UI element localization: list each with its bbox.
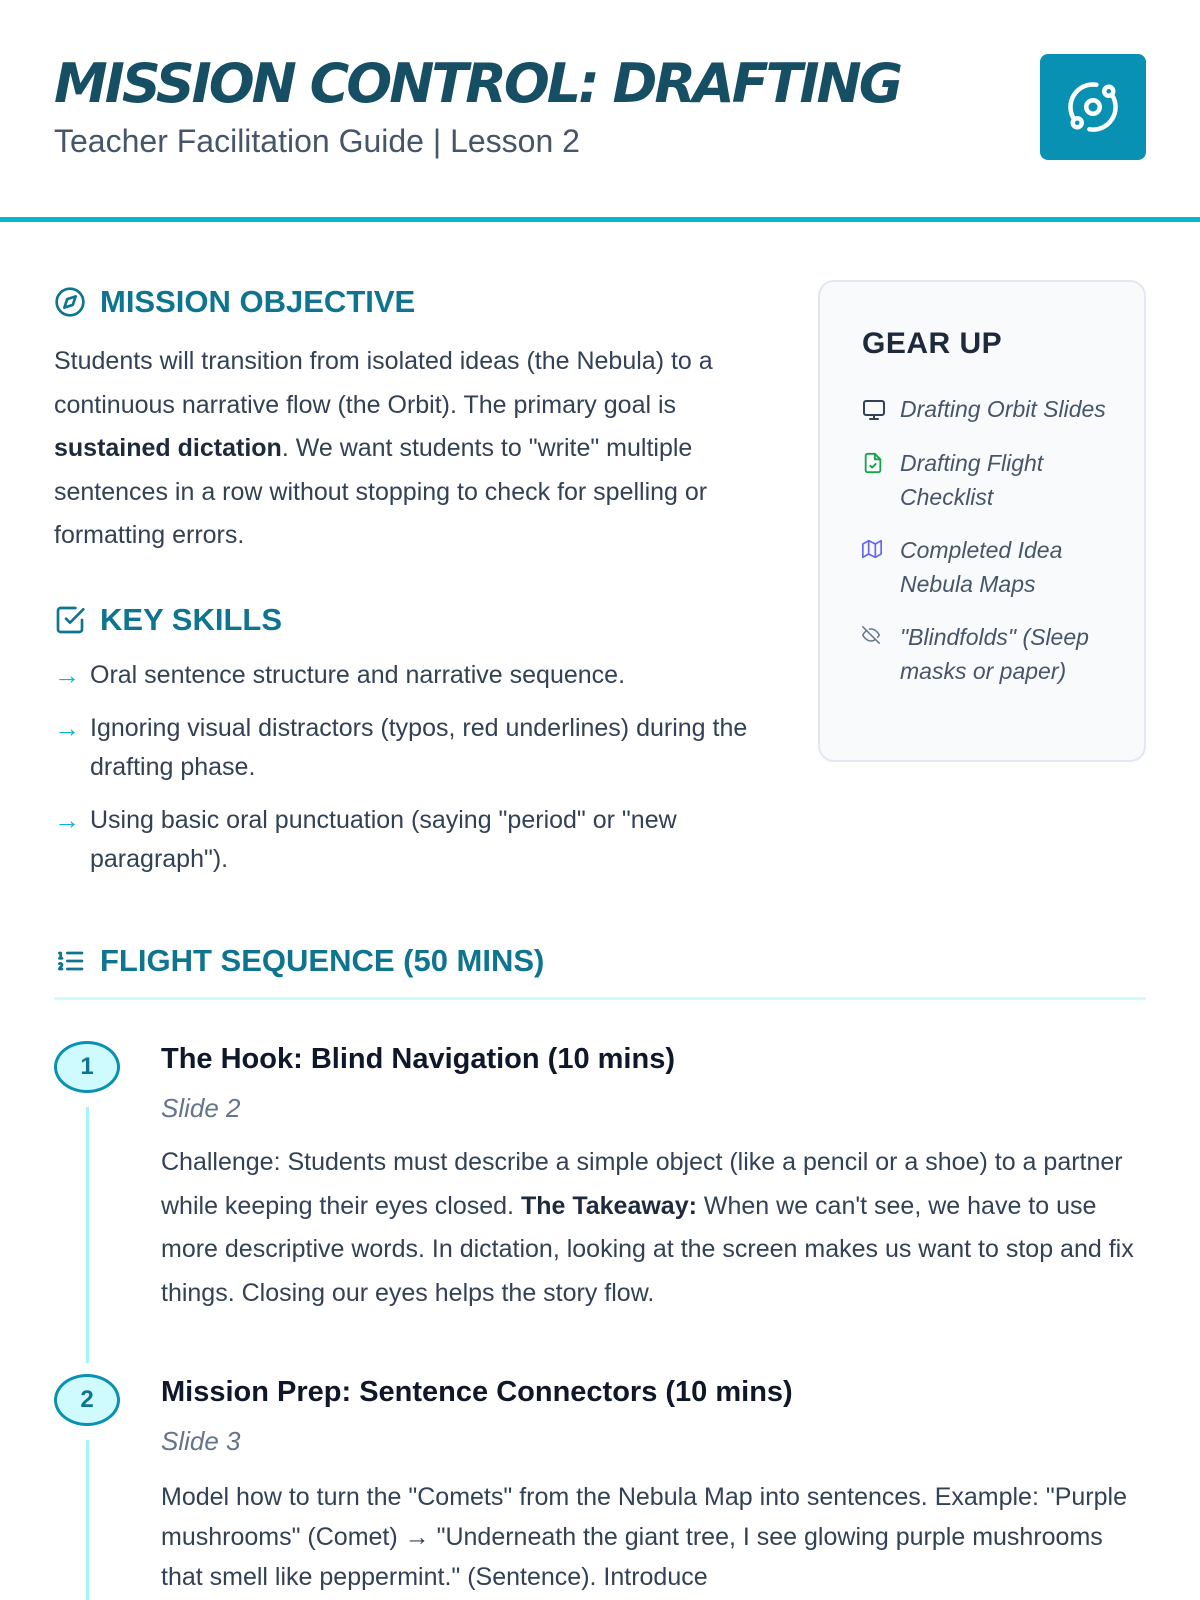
objective-emphasis: sustained dictation [54,434,282,462]
arrow-right-icon: → [54,805,80,835]
skills-heading [54,602,282,638]
timeline-line [86,1440,89,1600]
step-slide-ref: Slide 2 [161,1093,241,1123]
gear-item [862,620,1132,688]
skill-text: Oral sentence structure and narrative sequence. [90,661,626,689]
step-body-end: When we can't see, we have to use more descriptive words. In dictation, looking at the screen makes us want to stop and fix things. Closing our eyes helps the story flow. [161,1191,1134,1307]
gear-item [862,392,1132,427]
step-body: Model how to turn the "Comets" from the Nebula Map into sentences. Example: "Purple mushrooms" (Comet) → "Underneath the giant tree, I see glowing purple mushrooms that smell like peppermint." (Sentence). Introduce [161,1483,1127,1591]
skill-item [54,656,754,695]
gear-item-label: Completed Idea Nebula Maps [900,537,1063,597]
objective-text-end: . We want students to "write" multiple sentences in a row without stopping to check for spelling or formatting errors. [54,434,708,549]
gear-item [862,446,1132,514]
sequence-step [54,1041,1146,1331]
gear-up-title: GEAR UP [862,327,1003,360]
skill-item [54,801,754,879]
page-title: MISSION CONTROL: DRAFTING [54,52,901,115]
page-header [0,0,1200,222]
step-body [161,1141,1146,1315]
sequence-heading-label: FLIGHT SEQUENCE (50 MINS) [100,943,545,978]
gear-item-label: "Blindfolds" (Sleep masks or paper) [900,624,1089,684]
orbit-icon [1066,80,1120,134]
eye-off-icon [862,626,880,644]
orbit-logo [1040,54,1146,160]
step-number-badge: 1 [54,1041,120,1093]
monitor-icon [862,398,886,422]
objective-heading [54,284,415,320]
arrow-right-icon: → [54,713,80,743]
objective-text-start: Students will transition from isolated ideas (the Nebula) to a continuous narrative flow (the Orbit). The primary goal is [54,347,713,419]
gear-up-box [818,280,1146,762]
timeline-line [86,1107,89,1363]
page-subtitle: Teacher Facilitation Guide | Lesson 2 [54,123,580,159]
skill-text: Using basic oral punctuation (saying "period" or "new paragraph"). [90,806,677,873]
sequence-heading [54,943,544,979]
gear-item [862,533,1132,601]
gear-list [862,392,1132,707]
step-title: The Hook: Blind Navigation (10 mins) [161,1043,675,1075]
arrow-right-icon: → [54,660,80,690]
section-divider [54,997,1146,1000]
skill-text: Ignoring visual distractors (typos, red underlines) during the drafting phase. [90,714,748,781]
step-slide-ref: Slide 3 [161,1426,241,1456]
sequence-step [54,1374,1146,1600]
step-body-start: Challenge: Students must describe a simple object (like a pencil or a shoe) to a partner while keeping their eyes closed. [161,1148,1123,1220]
gear-item-label: Drafting Flight Checklist [900,450,1044,510]
skills-list [54,656,754,893]
objective-heading-label: MISSION OBJECTIVE [100,284,416,319]
objective-text [54,340,774,558]
numbered-list-icon [54,945,86,977]
map-icon [862,539,882,559]
compass-icon [54,286,86,318]
checkbox-icon [54,604,86,636]
skill-item [54,709,754,787]
step-takeaway-label: The Takeaway: [520,1191,697,1220]
step-number-badge: 2 [54,1374,120,1426]
skills-heading-label: KEY SKILLS [100,602,283,637]
file-check-icon [862,452,884,474]
step-title: Mission Prep: Sentence Connectors (10 mins) [161,1376,793,1408]
gear-item-label: Drafting Orbit Slides [900,396,1106,422]
